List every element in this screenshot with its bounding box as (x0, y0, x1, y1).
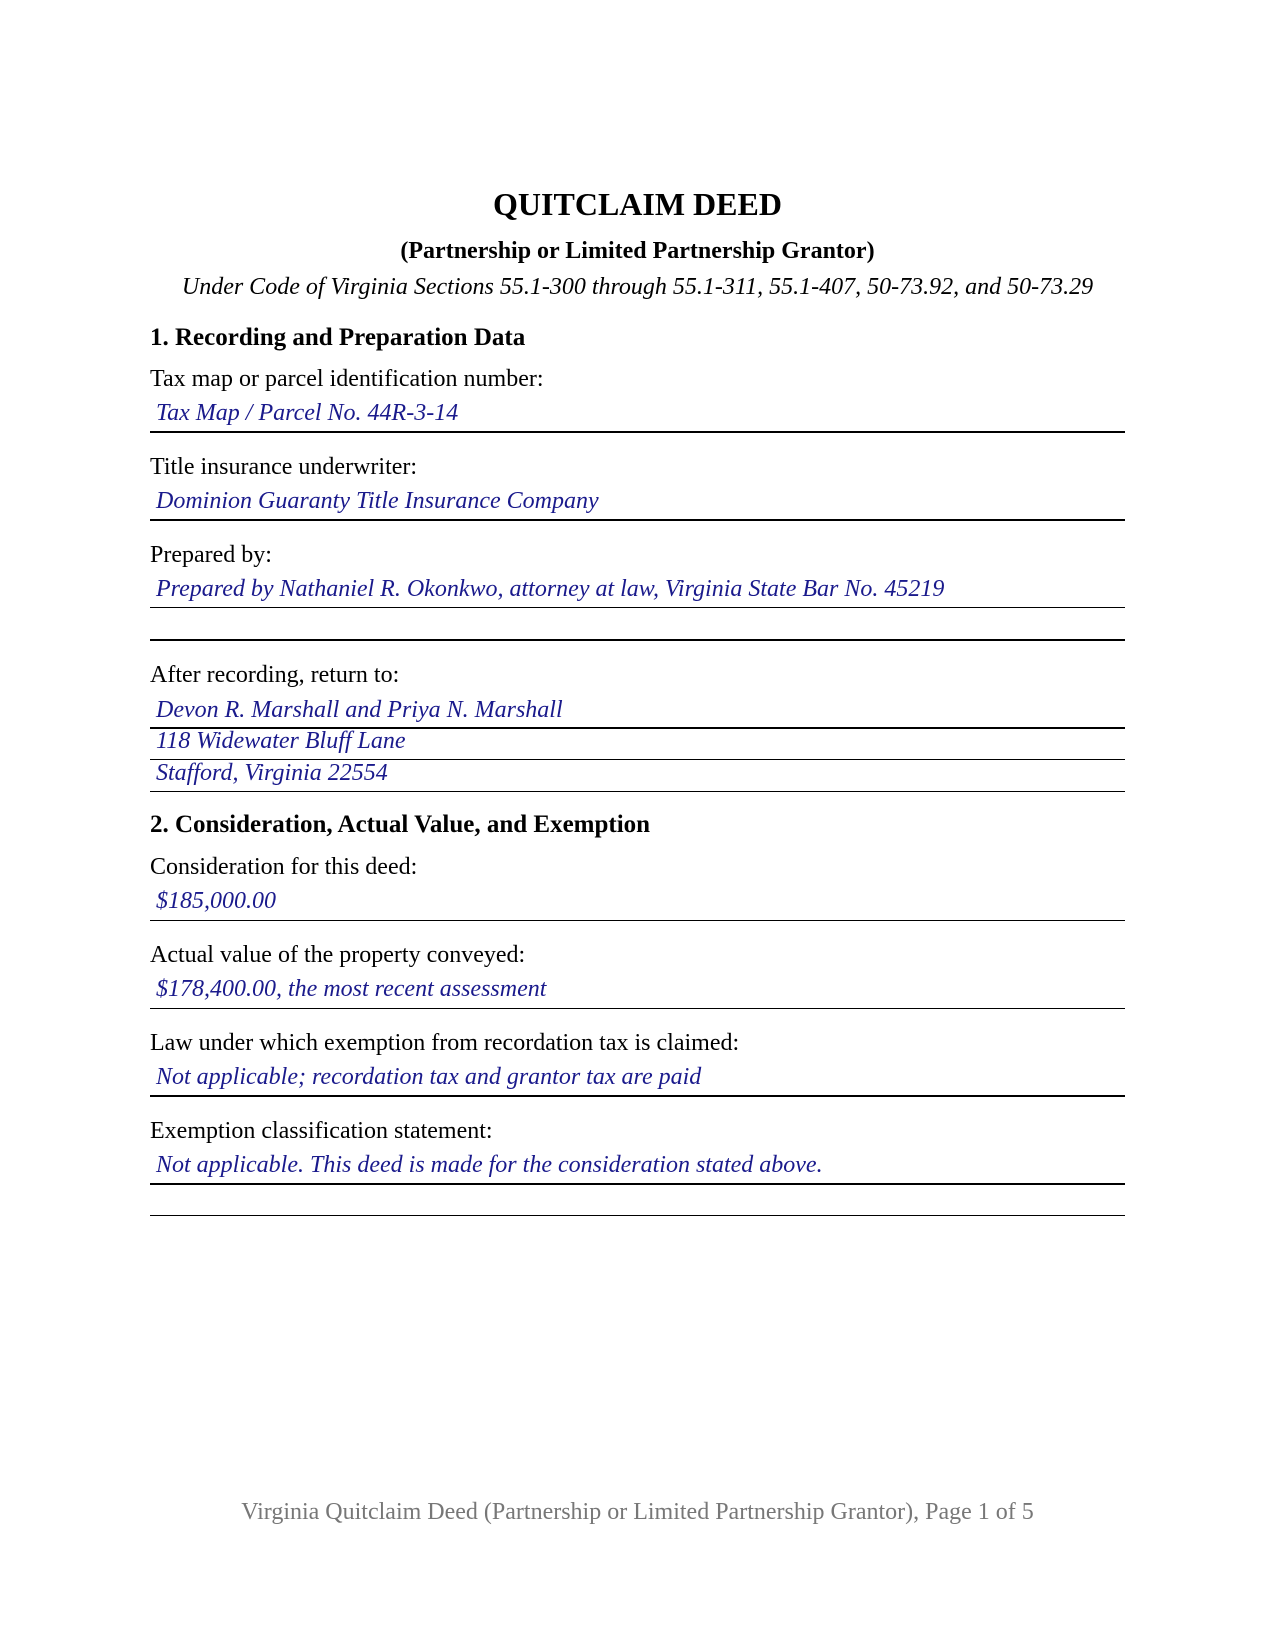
underwriter-label: Title insurance underwriter: (150, 454, 418, 480)
tax-map-rule (150, 431, 1125, 433)
consideration-label: Consideration for this deed: (150, 854, 418, 880)
return-to-rule-3 (150, 791, 1125, 792)
exemption-statement-rule (150, 1183, 1125, 1185)
actual-value-label: Actual value of the property conveyed: (150, 942, 526, 968)
actual-value-field[interactable]: $178,400.00, the most recent assessment (156, 976, 547, 1002)
section-2-heading: 2. Consideration, Actual Value, and Exemption (150, 811, 651, 838)
return-to-line-2[interactable]: 118 Widewater Bluff Lane (156, 728, 406, 754)
document-subtitle: (Partnership or Limited Partnership Grantor) (400, 238, 875, 264)
tax-map-label: Tax map or parcel identification number: (150, 366, 544, 392)
exemption-law-rule (150, 1095, 1125, 1097)
exemption-statement-extra-rule (150, 1215, 1125, 1216)
underwriter-rule (150, 519, 1125, 521)
prepared-by-rule (150, 607, 1125, 608)
page-footer: Virginia Quitclaim Deed (Partnership or Limited Partnership Grantor), Page 1 of 5 (241, 1499, 1034, 1525)
return-to-label: After recording, return to: (150, 662, 400, 688)
actual-value-rule (150, 1008, 1125, 1009)
exemption-law-label: Law under which exemption from recordation tax is claimed: (150, 1030, 740, 1056)
return-to-line-3[interactable]: Stafford, Virginia 22554 (156, 760, 388, 786)
exemption-statement-field[interactable]: Not applicable. This deed is made for the consideration stated above. (156, 1152, 823, 1178)
statute-reference: Under Code of Virginia Sections 55.1-300 through 55.1-311, 55.1-407, 50-73.92, and 50-73.29 (181, 274, 1094, 300)
prepared-by-extra-rule (150, 639, 1125, 641)
exemption-statement-label: Exemption classification statement: (150, 1118, 493, 1144)
return-to-line-1[interactable]: Devon R. Marshall and Priya N. Marshall (156, 697, 563, 723)
consideration-rule (150, 920, 1125, 921)
exemption-law-field[interactable]: Not applicable; recordation tax and grantor tax are paid (156, 1064, 702, 1090)
consideration-field[interactable]: $185,000.00 (156, 888, 276, 914)
prepared-by-field[interactable]: Prepared by Nathaniel R. Okonkwo, attorney at law, Virginia State Bar No. 45219 (156, 576, 945, 602)
section-1-heading: 1. Recording and Preparation Data (150, 324, 526, 351)
document-title: QUITCLAIM DEED (493, 186, 782, 222)
underwriter-field[interactable]: Dominion Guaranty Title Insurance Company (156, 488, 599, 514)
tax-map-field[interactable]: Tax Map / Parcel No. 44R-3-14 (156, 400, 459, 426)
prepared-by-label: Prepared by: (150, 542, 272, 568)
